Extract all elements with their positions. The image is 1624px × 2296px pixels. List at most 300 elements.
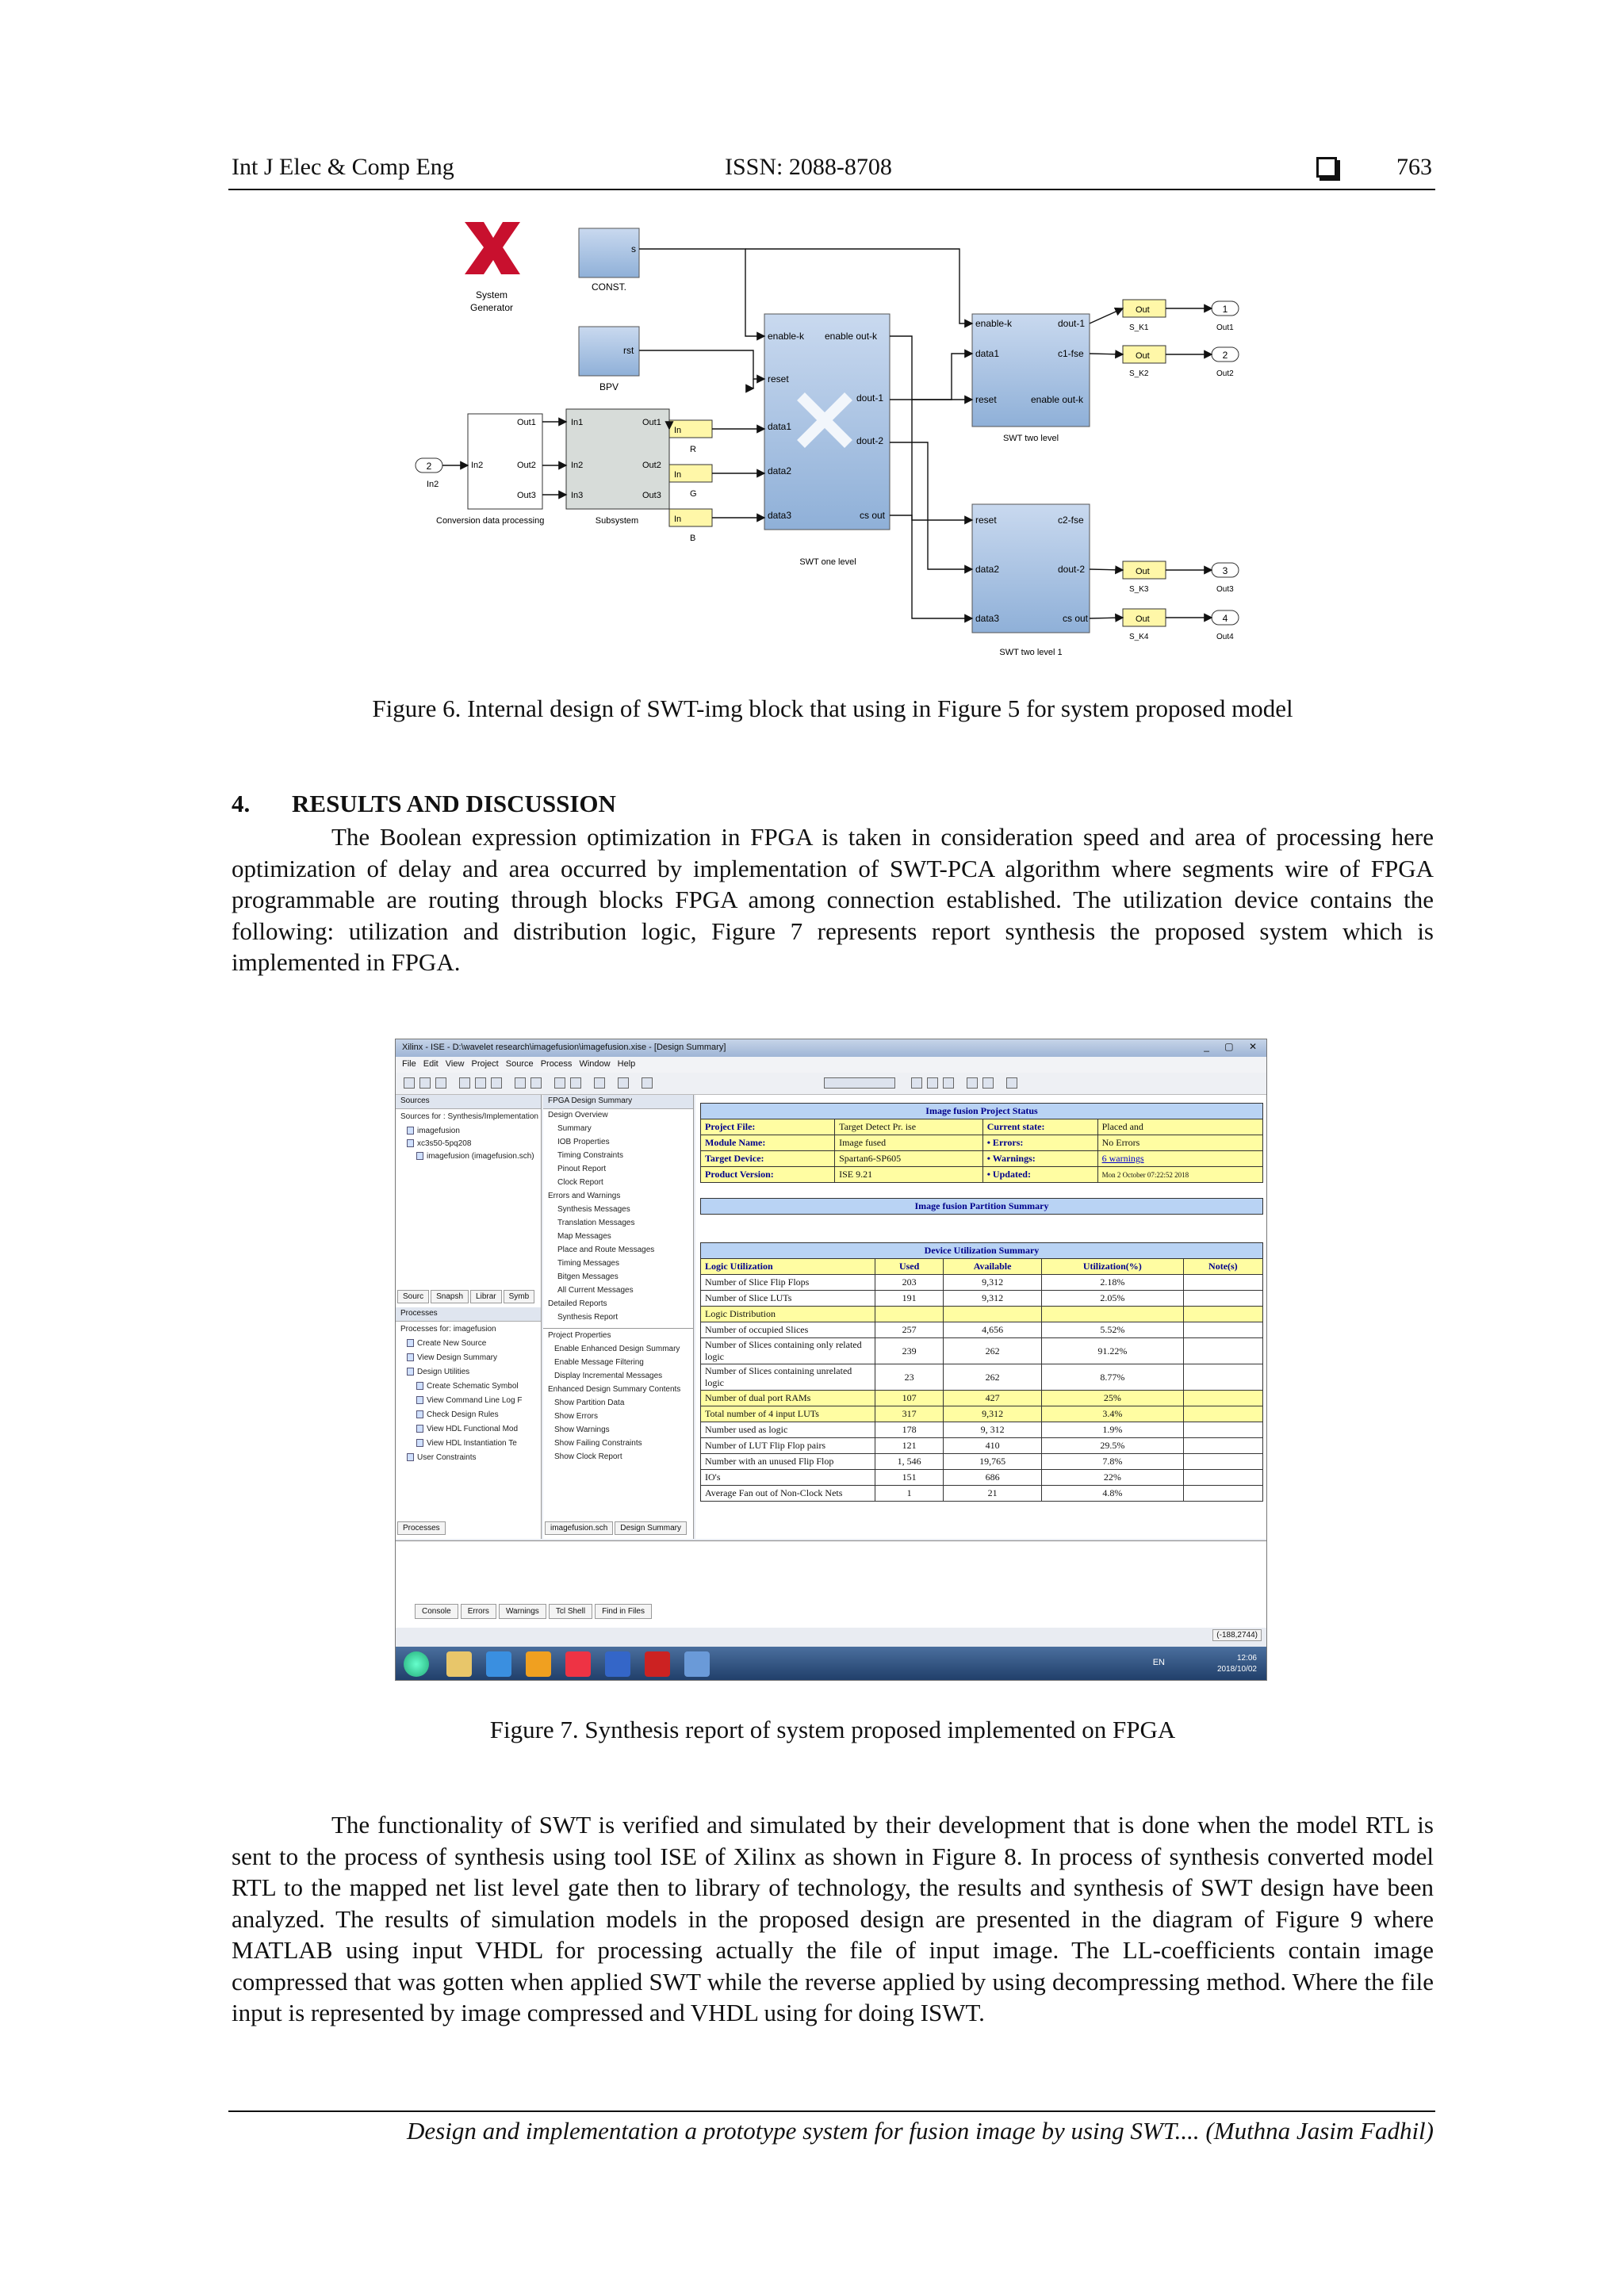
tool-icon-4 [967, 1077, 978, 1089]
out4-label: Out4 [1216, 633, 1234, 641]
tab-warnings: Warnings [499, 1604, 546, 1619]
gateway-out-blocks [1123, 300, 1166, 626]
gateway-in-r-label: In [674, 426, 682, 435]
col-used: Used [875, 1259, 944, 1275]
undo-icon [515, 1077, 526, 1089]
process-item-5-label: View Command Line Log F [427, 1396, 523, 1405]
sub-out2: Out2 [642, 461, 661, 470]
table-cell-used: 151 [875, 1470, 944, 1486]
square-bullet-icon [1316, 157, 1337, 178]
process-item-5 [416, 1396, 522, 1405]
in2-port-number: 2 [426, 461, 432, 472]
table-cell-used: 1, 546 [875, 1454, 944, 1470]
table-cell-util: 29.5% [1041, 1438, 1183, 1454]
sources-pane [396, 1095, 542, 1539]
window-icon [642, 1077, 653, 1089]
table-cell-used: 23 [875, 1364, 944, 1391]
sysgen-label: System [475, 289, 508, 300]
table-row [701, 1338, 1263, 1364]
table-row [701, 1454, 1263, 1470]
sub-out1: Out1 [642, 418, 661, 427]
gateway-out-4-label: Out [1136, 614, 1150, 624]
table-cell-name: Number with an unused Flip Flop [701, 1454, 875, 1470]
table-cell-used: 191 [875, 1291, 944, 1307]
process-item-7-label: View HDL Functional Mod [427, 1425, 519, 1433]
tab-sources: Sourc [397, 1290, 429, 1303]
process-item-1 [407, 1339, 486, 1348]
table-cell-avail: 262 [944, 1338, 1042, 1364]
status-coordinates: (-188,2744) [1212, 1629, 1262, 1641]
paste-icon [491, 1077, 502, 1089]
run-combo-icon [824, 1077, 895, 1089]
table-cell-name: IO's [701, 1470, 875, 1486]
swt2-enable-k: enable-k [975, 318, 1013, 329]
target-device-label: Target Device: [701, 1151, 835, 1167]
process-item-4-label: Create Schematic Symbol [427, 1382, 519, 1391]
sub-out3: Out3 [642, 491, 661, 500]
table-cell-note [1183, 1406, 1262, 1422]
project-icon [407, 1127, 414, 1135]
swt-two-level-block [972, 314, 1090, 427]
tab-symbols: Symb [504, 1290, 535, 1303]
summary-item-9: Translation Messages [557, 1219, 635, 1227]
tab-design-summary: Design Summary [615, 1521, 687, 1535]
prop-item-7: Show Errors [554, 1412, 599, 1421]
summary-item-14: All Current Messages [557, 1286, 634, 1295]
out-port-1-number: 1 [1222, 304, 1228, 315]
out1-label: Out1 [1216, 323, 1234, 332]
summary-item-12: Timing Messages [557, 1259, 619, 1268]
process-item-9-label: User Constraints [417, 1453, 477, 1462]
gateway-out-2-label: Out [1136, 351, 1150, 361]
figure-7-caption: Figure 7. Synthesis report of system proposed implemented on FPGA [489, 1716, 1176, 1743]
table-row [701, 1486, 1263, 1502]
table-cell-name: Number of LUT Flip Flop pairs [701, 1438, 875, 1454]
table-cell-used [875, 1307, 944, 1322]
table-cell-avail: 427 [944, 1391, 1042, 1406]
utilization-title: Device Utilization Summary [701, 1243, 1263, 1259]
table-cell-util: 4.8% [1041, 1486, 1183, 1502]
process-icon [407, 1339, 414, 1347]
swt2-label: SWT two level [1002, 434, 1059, 443]
table-row [701, 1307, 1263, 1322]
summary-item-8: Synthesis Messages [557, 1205, 630, 1214]
const-port-label: s [631, 243, 636, 254]
swt1-data1: data1 [768, 421, 792, 432]
summary-item-2: Summary [557, 1124, 592, 1133]
swt1-dout1: dout-1 [856, 392, 884, 404]
toolbar [396, 1073, 1267, 1095]
table-row [701, 1422, 1263, 1438]
table-cell-note [1183, 1470, 1262, 1486]
window-title: Xilinx - ISE - D:\wavelet research\imagefusion\imagefusion.xise - [Design Summary] [402, 1043, 726, 1052]
figure-6-caption: Figure 6. Internal design of SWT-img block that using in Figure 5 for system proposed model [372, 695, 1293, 722]
swt1-cs-out: cs out [860, 510, 886, 521]
table-cell-used: 1 [875, 1486, 944, 1502]
const-label: CONST. [591, 281, 627, 293]
help-icon [1006, 1077, 1017, 1089]
conv-in-label: In2 [471, 461, 484, 470]
process-icon [416, 1396, 423, 1404]
source-item-2-label: xc3s50-5pq208 [417, 1139, 472, 1148]
new-icon [404, 1077, 415, 1089]
table-cell-avail: 9, 312 [944, 1422, 1042, 1438]
process-icon [416, 1425, 423, 1433]
prop-item-5: Enhanced Design Summary Contents [548, 1385, 681, 1394]
table-cell-name: Average Fan out of Non-Clock Nets [701, 1486, 875, 1502]
table-cell-util: 1.9% [1041, 1422, 1183, 1438]
window-controls-icon: _ ▢ ✕ [1204, 1041, 1263, 1052]
gateway-in-g-label: In [674, 470, 682, 480]
explorer-icon [446, 1651, 472, 1677]
table-row [701, 1275, 1263, 1291]
table-row [701, 1291, 1263, 1307]
table-cell-name: Number of Slice Flip Flops [701, 1275, 875, 1291]
paragraph-1: The Boolean expression optimization in FPGA is taken in consideration speed and area of processing here optimization of delay and area occurred by implementation of SWT-PCA algorithm where segments wire of FPGA programmable are routing through blocks FPGA among connection established. The utilization device contains the following: utilization and distribution logic, Figure 7 represents report synthesis the proposed system which is implemented in FPGA. [232, 823, 1434, 976]
table-cell-used: 257 [875, 1322, 944, 1338]
conv-out1-label: Out1 [517, 418, 536, 427]
process-icon [407, 1368, 414, 1376]
table-cell-note [1183, 1486, 1262, 1502]
sysgen-label-2: Generator [469, 302, 514, 313]
const-block [579, 228, 639, 277]
table-cell-util: 5.52% [1041, 1322, 1183, 1338]
source-item-3-label: imagefusion (imagefusion.sch) [427, 1152, 534, 1161]
table-cell-name: Number of Slice LUTs [701, 1291, 875, 1307]
sk1-label: S_K1 [1129, 323, 1149, 332]
table-row [701, 1364, 1263, 1391]
current-state-value: Placed and [1097, 1119, 1262, 1135]
gateway-in-b-label: In [674, 515, 682, 524]
table-cell-util [1041, 1307, 1183, 1322]
swt3-data3: data3 [975, 613, 1000, 624]
out-port-2-number: 2 [1222, 350, 1228, 361]
design-summary-report [695, 1095, 1267, 1539]
left-tabs [397, 1290, 536, 1304]
process-icon [416, 1382, 423, 1390]
table-cell-name: Number used as logic [701, 1422, 875, 1438]
sources-for: Sources for : Synthesis/Implementation [400, 1112, 538, 1121]
table-cell-note [1183, 1364, 1262, 1391]
table-cell-used: 107 [875, 1391, 944, 1406]
processes-tab-bar [397, 1521, 447, 1536]
conv-out3-label: Out3 [517, 491, 536, 500]
swt3-reset: reset [975, 515, 997, 526]
header-rule [228, 189, 1435, 190]
table-cell-avail: 9,312 [944, 1291, 1042, 1307]
start-button-icon [404, 1651, 429, 1677]
swt3-data2: data2 [975, 564, 1000, 575]
tool-icon [911, 1077, 922, 1089]
swt1-enable-out: enable out-k [825, 331, 878, 342]
running-footer: Design and implementation a prototype system for fusion image by using SWT.... (Muthna Jasim Fadhil) [407, 2117, 1434, 2145]
table-cell-name: Total number of 4 input LUTs [701, 1406, 875, 1422]
process-item-8 [416, 1439, 517, 1448]
sources-header: Sources [396, 1095, 541, 1109]
conv-out2-label: Out2 [517, 461, 536, 470]
project-file-value: Target Detect Pr. ise [835, 1119, 983, 1135]
swt1-reset: reset [768, 373, 789, 385]
table-cell-util: 22% [1041, 1470, 1183, 1486]
figure-7-screenshot [395, 1039, 1267, 1681]
tab-tcl-shell: Tcl Shell [549, 1604, 592, 1619]
xilinx-logo-icon [465, 222, 520, 274]
r-label: R [690, 445, 696, 454]
swt3-dout2: dout-2 [1058, 564, 1086, 575]
b-label: B [690, 534, 696, 543]
table-cell-avail: 9,312 [944, 1406, 1042, 1422]
summary-item-6: Clock Report [557, 1178, 603, 1187]
warnings-link[interactable]: 6 warnings [1097, 1151, 1262, 1167]
swt1-data3: data3 [768, 510, 792, 521]
table-cell-avail: 4,656 [944, 1322, 1042, 1338]
swt1-label: SWT one level [799, 557, 856, 567]
process-item-4 [416, 1382, 519, 1391]
process-icon [416, 1410, 423, 1418]
table-cell-avail [944, 1307, 1042, 1322]
ie-icon [486, 1651, 511, 1677]
table-row [701, 1322, 1263, 1338]
run-icon [594, 1077, 605, 1089]
table-cell-util: 3.4% [1041, 1406, 1183, 1422]
process-item-1-label: Create New Source [417, 1339, 487, 1348]
errors-label: • Errors: [982, 1135, 1097, 1151]
acrobat-icon [645, 1651, 670, 1677]
swt2-dout1: dout-1 [1058, 318, 1086, 329]
summary-header: FPGA Design Summary [543, 1095, 693, 1109]
mid-tabs [545, 1521, 688, 1536]
process-item-2 [407, 1353, 497, 1362]
table-cell-note [1183, 1291, 1262, 1307]
sk4-label: S_K4 [1129, 633, 1149, 641]
swt3-c2-fse: c2-fse [1058, 515, 1084, 526]
table-cell-util: 8.77% [1041, 1364, 1183, 1391]
table-cell-avail: 19,765 [944, 1454, 1042, 1470]
table-cell-avail: 686 [944, 1470, 1042, 1486]
g-label: G [690, 489, 697, 499]
col-notes: Note(s) [1183, 1259, 1262, 1275]
prop-item-3: Enable Message Filtering [554, 1358, 644, 1367]
section-heading [232, 790, 616, 818]
process-item-6 [416, 1410, 499, 1419]
module-name-value: Image fused [835, 1135, 983, 1151]
table-cell-util: 91.22% [1041, 1338, 1183, 1364]
table-cell-used: 317 [875, 1406, 944, 1422]
sub-in1: In1 [571, 418, 584, 427]
processes-header: Processes [396, 1307, 541, 1322]
chip-icon [407, 1139, 414, 1147]
word-icon [605, 1651, 630, 1677]
ise-icon [684, 1651, 710, 1677]
tab-errors: Errors [461, 1604, 496, 1619]
swt1-data2: data2 [768, 465, 792, 476]
cut-icon [459, 1077, 470, 1089]
open-icon [419, 1077, 431, 1089]
design-summary-pane [543, 1095, 694, 1539]
menu-bar: File Edit View Project Source Process Window Help [396, 1057, 1267, 1073]
prop-item-2: Enable Enhanced Design Summary [554, 1345, 680, 1353]
prop-item-8: Show Warnings [554, 1425, 610, 1434]
table-cell-note [1183, 1307, 1262, 1322]
clock [1217, 1653, 1257, 1675]
process-item-8-label: View HDL Instantiation Te [427, 1439, 517, 1448]
table-row [701, 1406, 1263, 1422]
out2-label: Out2 [1216, 369, 1234, 378]
table-cell-avail: 9,312 [944, 1275, 1042, 1291]
project-file-label: Project File: [701, 1119, 835, 1135]
process-item-2-label: View Design Summary [417, 1353, 497, 1362]
summary-item-11: Place and Route Messages [557, 1246, 655, 1254]
target-device-value: Spartan6-SP605 [835, 1151, 983, 1167]
copy-icon [475, 1077, 486, 1089]
table-cell-note [1183, 1338, 1262, 1364]
prop-item-9: Show Failing Constraints [554, 1439, 642, 1448]
table-cell-avail: 410 [944, 1438, 1042, 1454]
chrome-icon [565, 1651, 591, 1677]
summary-item-15: Detailed Reports [548, 1299, 607, 1308]
table-cell-util: 2.18% [1041, 1275, 1183, 1291]
table-cell-name: Number of Slices containing unrelated logic [701, 1364, 875, 1391]
schematic-icon [416, 1152, 423, 1160]
tab-processes: Processes [397, 1521, 446, 1535]
conv-label: Conversion data processing [436, 516, 545, 526]
out3-label: Out3 [1216, 585, 1234, 594]
swt2-enable-out: enable out-k [1031, 394, 1084, 405]
paragraph-2: The functionality of SWT is verified and simulated by their development that is done when the model RTL is sent to the process of synthesis using tool ISE of Xilinx as shown in Figure 8. In process of synthesis converted model RTL to the mapped net list level gate then to library of technology, the results and synthesis of SWT design have been analyzed. The results of simulation models in the proposed design are presented in the diagram of Figure 9 where MATLAB using input VHDL for processing actually the file of input image. The LL-coefficients contain image compressed that was gotten when applied SWT while the reverse applied by using decompressing method. Where the file input is represented by image compressed and VHDL using for doing ISWT. [232, 1811, 1434, 2026]
product-version-label: Product Version: [701, 1167, 835, 1183]
table-cell-used: 178 [875, 1422, 944, 1438]
tab-schematic: imagefusion.sch [545, 1521, 613, 1535]
swt2-data1: data1 [975, 348, 1000, 359]
clock-date: 2018/10/02 [1216, 1665, 1257, 1674]
col-utilization: Utilization(%) [1041, 1259, 1183, 1275]
subsystem-label: Subsystem [595, 516, 639, 526]
table-cell-util: 25% [1041, 1391, 1183, 1406]
col-available: Available [944, 1259, 1042, 1275]
updated-label: • Updated: [982, 1167, 1097, 1183]
section-number: 4. [232, 790, 251, 817]
module-name-label: Module Name: [701, 1135, 835, 1151]
section-title: RESULTS AND DISCUSSION [292, 790, 616, 817]
col-logic-utilization: Logic Utilization [701, 1259, 875, 1275]
summary-item-4: Timing Constraints [557, 1151, 623, 1160]
summary-item-16: Synthesis Report [557, 1313, 619, 1322]
issn: ISSN: 2088-8708 [725, 154, 892, 180]
gateway-out-1-label: Out [1136, 305, 1150, 315]
out-port-4-number: 4 [1222, 613, 1228, 624]
tool-icon-5 [982, 1077, 994, 1089]
table-row [701, 1470, 1263, 1486]
swt2-reset: reset [975, 394, 997, 405]
utilization-table [700, 1242, 1263, 1502]
sk2-label: S_K2 [1129, 369, 1149, 378]
pane-divider [543, 1328, 693, 1329]
table-cell-avail: 21 [944, 1486, 1042, 1502]
taskbar [396, 1647, 1267, 1681]
source-item-1-label: imagefusion [417, 1127, 460, 1135]
warnings-label: • Warnings: [982, 1151, 1097, 1167]
in2-port-label: In2 [427, 480, 439, 489]
process-item-3 [407, 1368, 469, 1376]
tab-find-in-files: Find in Files [595, 1604, 652, 1619]
clock-time: 12:06 [1236, 1654, 1257, 1663]
console-tabs [415, 1604, 654, 1619]
find-icon [570, 1077, 581, 1089]
prop-item-6: Show Partition Data [554, 1399, 625, 1407]
table-cell-name: Number of Slices containing only related logic [701, 1338, 875, 1364]
media-icon [526, 1651, 551, 1677]
tab-snapshots: Snapsh [431, 1290, 469, 1303]
swt1-enable-k: enable-k [768, 331, 805, 342]
bpv-port-label: rst [623, 345, 634, 356]
source-item-1 [407, 1127, 460, 1135]
table-cell-name: Logic Distribution [701, 1307, 875, 1322]
product-version-value: ISE 9.21 [835, 1167, 983, 1183]
window-title-bar [396, 1039, 1267, 1057]
table-cell-note [1183, 1422, 1262, 1438]
bpv-label: BPV [599, 381, 619, 392]
running-header [232, 154, 1434, 186]
table-cell-note [1183, 1391, 1262, 1406]
gateway-out-3-label: Out [1136, 567, 1150, 576]
process-icon [407, 1353, 414, 1361]
swt1-dout2: dout-2 [856, 435, 884, 446]
summary-item-10: Map Messages [557, 1232, 611, 1241]
table-row [701, 1438, 1263, 1454]
footer-rule [228, 2110, 1435, 2112]
summary-item-3: IOB Properties [557, 1138, 610, 1146]
table-cell-name: Number of occupied Slices [701, 1322, 875, 1338]
summary-item-13: Bitgen Messages [557, 1272, 619, 1281]
page-number: 763 [1396, 154, 1432, 180]
source-item-2 [407, 1139, 471, 1148]
summary-item-7: Errors and Warnings [548, 1192, 621, 1200]
swt3-label: SWT two level 1 [999, 648, 1063, 657]
updated-value: Mon 2 October 07:22:52 2018 [1097, 1167, 1262, 1183]
project-status-table [700, 1103, 1263, 1183]
settings-icon [618, 1077, 629, 1089]
current-state-label: Current state: [982, 1119, 1097, 1135]
swt3-cs-out: cs out [1063, 613, 1089, 624]
process-icon [416, 1439, 423, 1447]
prop-item-1: Project Properties [548, 1331, 611, 1340]
errors-value: No Errors [1097, 1135, 1262, 1151]
tool-icon-3 [943, 1077, 954, 1089]
source-item-3 [416, 1152, 534, 1161]
process-item-9 [407, 1453, 476, 1462]
table-cell-util: 7.8% [1041, 1454, 1183, 1470]
swt2-c1-fse: c1-fse [1058, 348, 1084, 359]
table-row [701, 1391, 1263, 1406]
summary-item-1: Design Overview [548, 1111, 608, 1119]
table-cell-used: 203 [875, 1275, 944, 1291]
table-cell-util: 2.05% [1041, 1291, 1183, 1307]
language-indicator: EN [1152, 1658, 1165, 1667]
process-icon [407, 1453, 414, 1461]
table-cell-note [1183, 1454, 1262, 1470]
process-item-3-label: Design Utilities [417, 1368, 470, 1376]
utilization-rows [701, 1275, 1263, 1502]
table-cell-note [1183, 1322, 1262, 1338]
prop-item-4: Display Incremental Messages [554, 1372, 663, 1380]
journal-name: Int J Elec & Comp Eng [232, 154, 454, 180]
sub-in3: In3 [571, 491, 584, 500]
table-cell-used: 239 [875, 1338, 944, 1364]
out-port-3-number: 3 [1222, 565, 1228, 576]
table-cell-note [1183, 1438, 1262, 1454]
simulink-diagram [404, 206, 1277, 674]
figure-6-diagram [404, 206, 1277, 674]
